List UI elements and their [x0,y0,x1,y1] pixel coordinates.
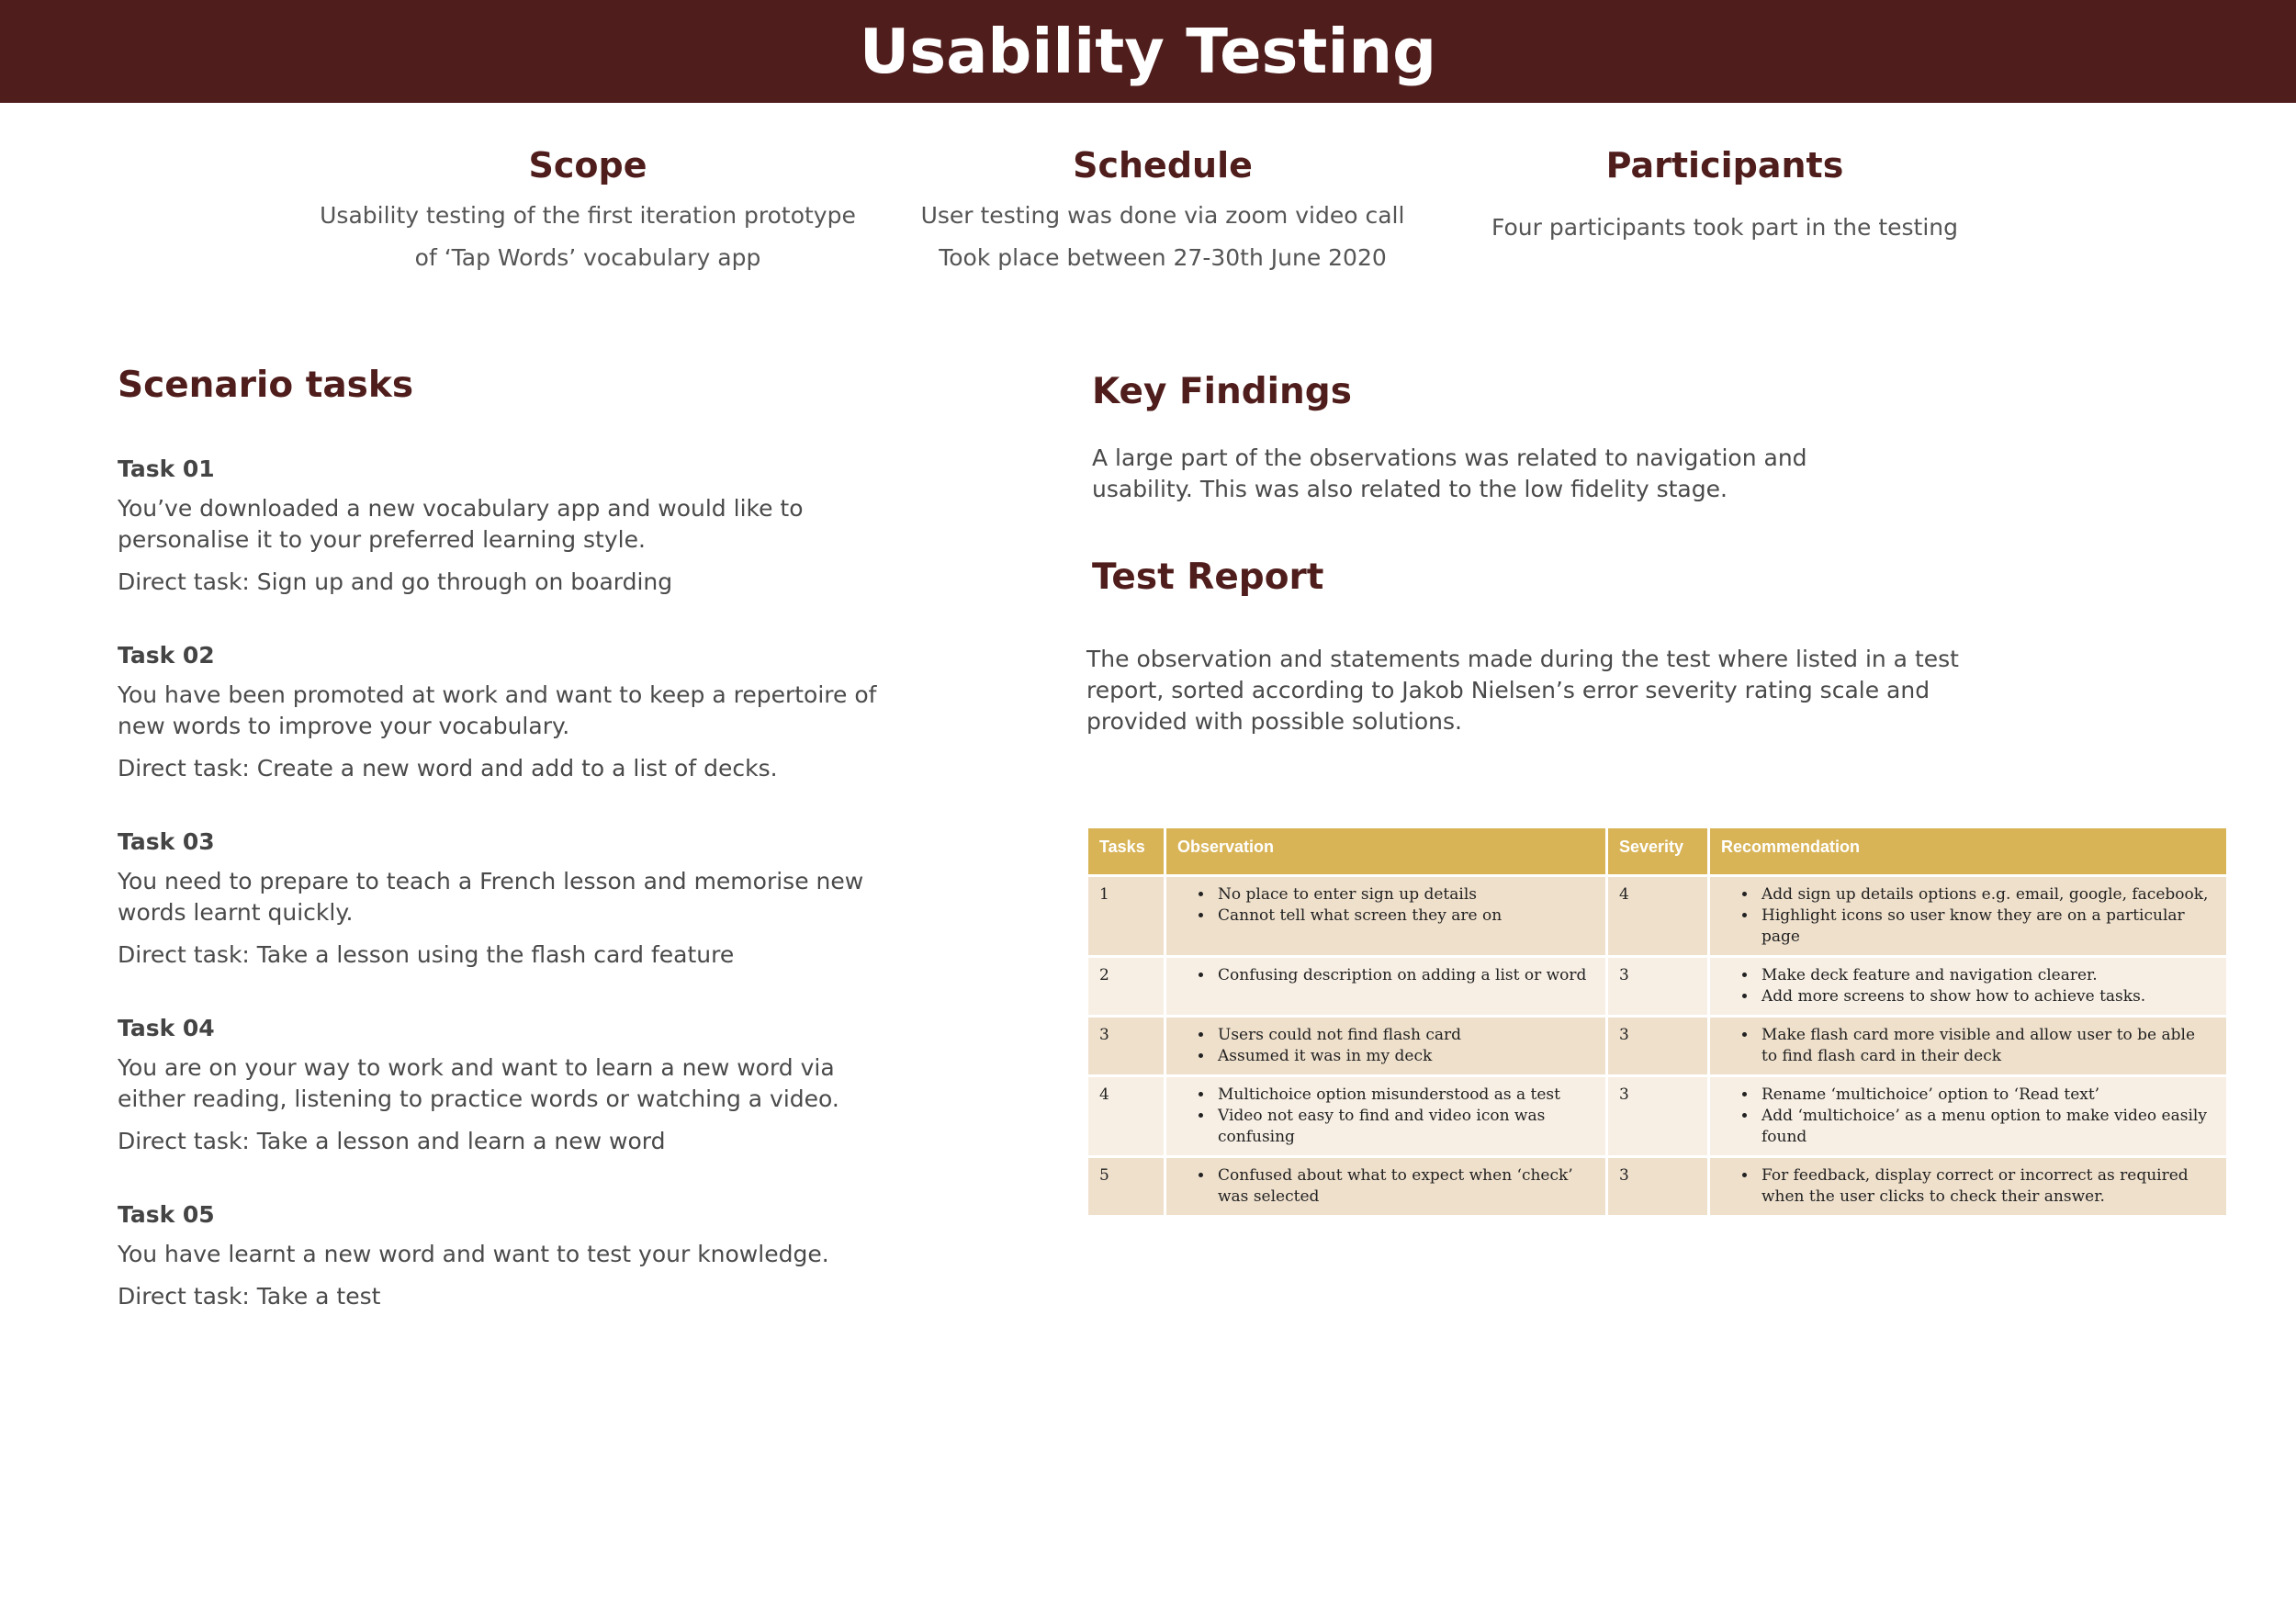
task-description: You are on your way to work and want to learn a new word via either reading, listening to practice words or watching a video. [118,1054,839,1112]
observation-item: • Cannot tell what screen they are on [1214,905,1594,927]
task-item [118,642,889,784]
recommendation-cell [1709,1076,2228,1157]
task-number-cell: 4 [1088,1076,1165,1157]
task-number-cell: 5 [1088,1157,1165,1217]
task-title: Task 04 [118,1015,215,1041]
observation-cell [1165,1076,1607,1157]
column-header: Observation [1165,828,1607,876]
task-description: You have been promoted at work and want to keep a repertoire of new words to improve your vocabulary. [118,681,877,739]
key-findings-heading: Key Findings [1092,371,1352,412]
task-title: Task 05 [118,1201,215,1228]
scope-section [303,145,872,279]
observation-cell [1165,1017,1607,1076]
recommendation-item: • Make flash card more visible and allow user to be able to find flash card in their deck [1758,1025,2215,1067]
task-direct: Direct task: Take a test [118,1283,381,1310]
test-report-table [1088,828,2229,1218]
observation-item: • Video not easy to find and video icon was confusing [1214,1106,1594,1148]
recommendation-cell [1709,957,2228,1017]
task-direct: Direct task: Sign up and go through on boarding [118,568,673,595]
severity-cell: 3 [1607,957,1709,1017]
task-item [118,455,889,598]
observation-item: • Confused about what to expect when ‘check’ was selected [1214,1165,1594,1208]
task-description: You’ve downloaded a new vocabulary app and would like to personalise it to your preferred learning style. [118,495,804,553]
task-direct: Direct task: Create a new word and add to a list of decks. [118,755,778,782]
observation-item: • Assumed it was in my deck [1214,1046,1594,1067]
participants-heading: Participants [1605,145,1844,186]
schedule-line-2: Took place between 27-30th June 2020 [939,244,1387,271]
observation-item: • Multichoice option misunderstood as a test [1214,1085,1594,1106]
column-header: Severity [1607,828,1709,876]
task-number-cell: 1 [1088,876,1165,957]
recommendation-item: • Make deck feature and navigation clearer. [1758,965,2215,986]
task-item [118,828,889,971]
participants-section [1449,145,2000,249]
test-report-text: The observation and statements made during the test where listed in a test report, sorted according to Jakob Nielsen’s error severity rating scale and provided with possible solutions. [1086,646,1959,735]
recommendation-cell [1709,876,2228,957]
schedule-line-1: User testing was done via zoom video call [920,202,1405,229]
column-header: Tasks [1088,828,1165,876]
participants-text: Four participants took part in the testing [1491,214,1958,241]
task-title: Task 03 [118,828,215,855]
task-direct: Direct task: Take a lesson and learn a new word [118,1128,666,1154]
recommendation-item: • Add sign up details options e.g. email, google, facebook, [1758,884,2215,905]
observation-item: • Confusing description on adding a list or word [1214,965,1594,986]
schedule-section [887,145,1438,279]
scenario-heading: Scenario tasks [118,365,414,406]
scope-line-2: of ‘Tap Words’ vocabulary app [414,244,761,271]
scope-heading: Scope [528,145,647,186]
table-row [1088,876,2228,957]
observation-cell [1165,1157,1607,1217]
severity-cell: 4 [1607,876,1709,957]
scenario-task-list [118,455,889,1356]
recommendation-item: • Add more screens to show how to achieve tasks. [1758,986,2215,1007]
task-number-cell: 2 [1088,957,1165,1017]
title-banner [0,0,2296,103]
recommendation-cell [1709,1017,2228,1076]
observation-item: • No place to enter sign up details [1214,884,1594,905]
task-description: You need to prepare to teach a French lesson and memorise new words learnt quickly. [118,868,864,926]
recommendation-item: • Rename ‘multichoice’ option to ‘Read text’ [1758,1085,2215,1106]
scope-line-1: Usability testing of the first iteration prototype [320,202,856,229]
table-row [1088,1157,2228,1217]
table-header-row [1088,828,2228,876]
key-findings-text: A large part of the observations was related to navigation and usability. This was also related to the low fidelity stage. [1092,444,1807,502]
recommendation-item: • Highlight icons so user know they are on a particular page [1758,905,2215,948]
task-title: Task 02 [118,642,215,669]
observation-cell [1165,876,1607,957]
table-row [1088,1076,2228,1157]
task-title: Task 01 [118,455,215,482]
task-direct: Direct task: Take a lesson using the flash card feature [118,941,735,968]
task-number-cell: 3 [1088,1017,1165,1076]
severity-cell: 3 [1607,1076,1709,1157]
recommendation-item: • Add ‘multichoice’ as a menu option to make video easily found [1758,1106,2215,1148]
observation-item: • Users could not find flash card [1214,1025,1594,1046]
recommendation-cell [1709,1157,2228,1217]
table-row [1088,1017,2228,1076]
recommendation-item: • For feedback, display correct or incorrect as required when the user clicks to check their answer. [1758,1165,2215,1208]
observation-cell [1165,957,1607,1017]
severity-cell: 3 [1607,1157,1709,1217]
schedule-heading: Schedule [1073,145,1253,186]
page-title: Usability Testing [859,16,1437,87]
test-report-heading: Test Report [1092,557,1324,598]
severity-cell: 3 [1607,1017,1709,1076]
column-header: Recommendation [1709,828,2228,876]
task-description: You have learnt a new word and want to test your knowledge. [118,1241,829,1267]
task-item [118,1201,889,1312]
table-row [1088,957,2228,1017]
task-item [118,1015,889,1157]
